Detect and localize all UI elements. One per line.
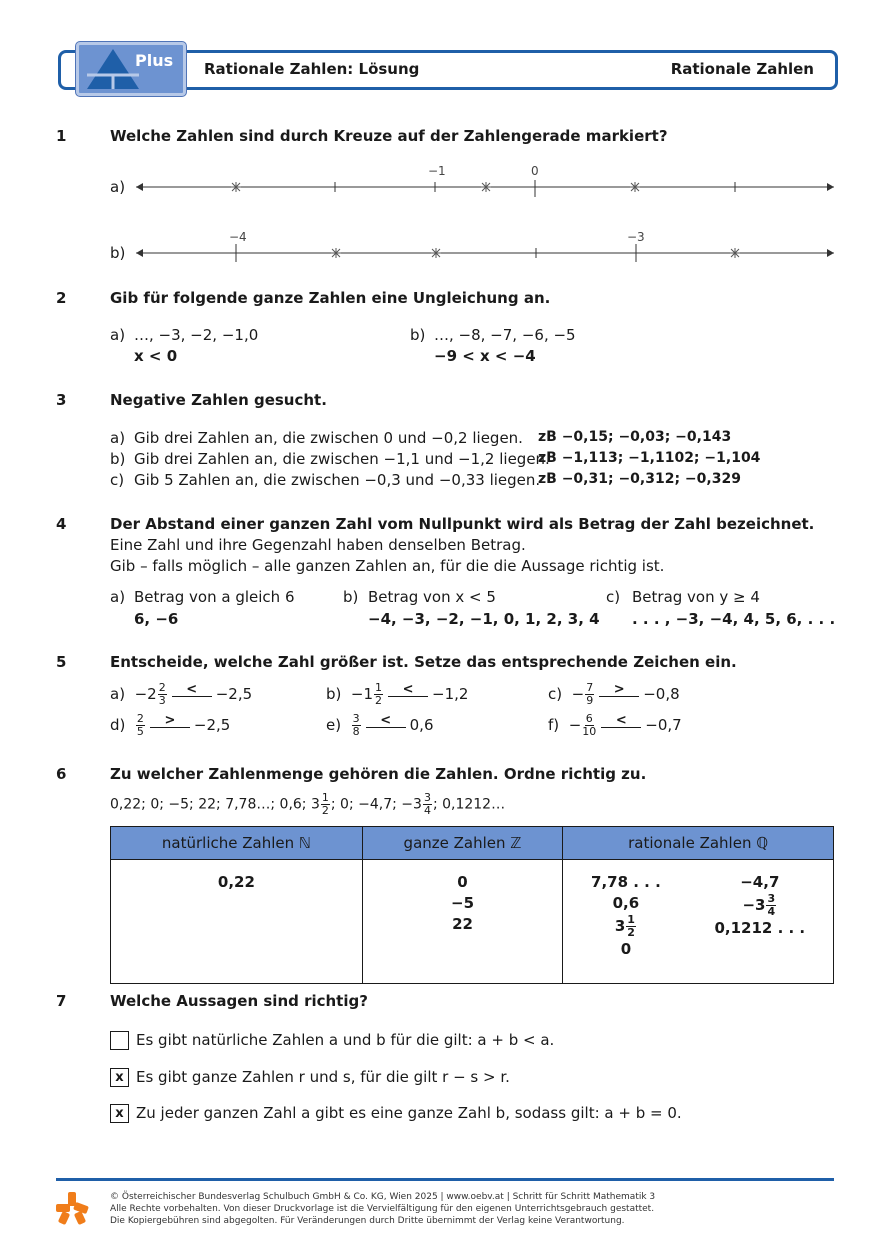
task-number: 3	[56, 391, 67, 409]
cell-rational: 7,78 . . . 0,6 3 $\frac{1}{2}$ 0 −4,7 −3 $\frac{3}{4}$ 0,1212 . . .	[563, 860, 834, 984]
topic-title: Rationale Zahlen	[670, 60, 814, 78]
statement: Es gibt ganze Zahlen r und s, für die gilt r − s > r.	[136, 1068, 510, 1086]
answer-sign: >	[150, 714, 190, 728]
header-integers: ganze Zahlen ℤ	[362, 827, 562, 860]
tick-label: −1	[428, 164, 446, 178]
cell-integers: 0 −5 22	[362, 860, 562, 984]
publisher-logo	[76, 42, 186, 96]
answer-sign: <	[601, 714, 641, 728]
compare-item-d: d) $\frac{2}{5}$ > −2,5	[110, 712, 231, 738]
answer: zB −1,113; −1,1102; −1,104	[538, 450, 761, 466]
subtask-label: b)	[410, 326, 426, 344]
tick-label: −3	[627, 230, 645, 244]
number-lines	[130, 160, 840, 270]
answer: zB −0,15; −0,03; −0,143	[538, 429, 732, 445]
number-line-a	[136, 180, 834, 197]
answer-sign: <	[388, 683, 428, 697]
statement: Es gibt natürliche Zahlen a und b für die gilt: a + b < a.	[136, 1031, 555, 1049]
subtask-label: b)	[110, 450, 126, 468]
subtask-label: a)	[110, 588, 126, 606]
header-rational: rationale Zahlen ℚ	[563, 827, 834, 860]
publisher-star-icon	[54, 1190, 90, 1226]
subtask-label: b)	[110, 244, 126, 262]
number-sets-table	[110, 826, 834, 984]
page-title: Rationale Zahlen: Lösung	[204, 60, 420, 78]
task-number: 7	[56, 992, 67, 1010]
tick-label: 0	[531, 164, 539, 178]
checkbox[interactable]: x	[110, 1104, 129, 1123]
answer-sign: >	[599, 683, 639, 697]
statement: Zu jeder ganzen Zahl a gibt es eine ganze Zahl b, sodass gilt: a + b = 0.	[136, 1104, 682, 1122]
answer: 6, −6	[134, 610, 179, 628]
task-question: Zu welcher Zahlenmenge gehören die Zahlen. Ordne richtig zu.	[110, 765, 647, 783]
task-text: Gib – falls möglich – alle ganzen Zahlen an, für die die Aussage richtig ist.	[110, 557, 665, 575]
subtask-text: Gib 5 Zahlen an, die zwischen −0,3 und −0,33 liegen.	[134, 471, 541, 489]
task-question: Welche Aussagen sind richtig?	[110, 992, 368, 1010]
subtask-label: a)	[110, 429, 126, 447]
subtask-label: a)	[110, 178, 126, 196]
tick-label: −4	[229, 230, 247, 244]
task-number: 2	[56, 289, 67, 307]
answer: −9 < x < −4	[434, 347, 536, 365]
logo-text: Plus	[135, 51, 174, 70]
cell-natural: 0,22	[111, 860, 363, 984]
answer: zB −0,31; −0,312; −0,329	[538, 471, 741, 487]
task-number: 1	[56, 127, 67, 145]
task-number: 4	[56, 515, 67, 533]
task-text: Eine Zahl und ihre Gegenzahl haben denselben Betrag.	[110, 536, 526, 554]
answer: x < 0	[134, 347, 178, 365]
subtask-text: Betrag von a gleich 6	[134, 588, 295, 606]
subtask-label: b)	[343, 588, 359, 606]
subtask-text: Betrag von x < 5	[368, 588, 496, 606]
footer-text: © Österreichischer Bundesverlag Schulbuch GmbH & Co. KG, Wien 2025 | www.oebv.at | Schritt für Schritt Mathematik 3 Alle Rechte vorbehalten. Von dieser Druckvorlage ist die Vervielfältigung für den eigenen Unterrichtsgebrauch gestattet. Die Kopiergebühren sind abgegolten. Für Veränderungen durch Dritte übernimmt der Verlag keine Verantwortung.	[110, 1192, 656, 1226]
subtask-label: c)	[110, 471, 125, 489]
task-question: Der Abstand einer ganzen Zahl vom Nullpunkt wird als Betrag der Zahl bezeichnet.	[110, 515, 815, 533]
answer-sign: <	[366, 714, 406, 728]
footer-divider	[56, 1178, 834, 1181]
answer: −4, −3, −2, −1, 0, 1, 2, 3, 4	[368, 610, 600, 628]
checkbox[interactable]	[110, 1031, 129, 1050]
subtask-label: c)	[606, 588, 621, 606]
task-question: Welche Zahlen sind durch Kreuze auf der Zahlengerade markiert?	[110, 127, 668, 145]
subtask-label: a)	[110, 326, 126, 344]
number-line-b	[136, 244, 834, 262]
compare-item-f: f) − $\frac{6}{10}$ < −0,7	[548, 712, 682, 738]
task-question: Gib für folgende ganze Zahlen eine Ungleichung an.	[110, 289, 551, 307]
subtask-text: Betrag von y ≥ 4	[632, 588, 760, 606]
header-natural: natürliche Zahlen ℕ	[111, 827, 363, 860]
compare-item-b: b) −1 $\frac{1}{2}$ < −1,2	[326, 681, 469, 707]
task-number: 6	[56, 765, 67, 783]
answer-sign: <	[172, 683, 212, 697]
subtask-text: …, −3, −2, −1,0	[134, 326, 259, 344]
task-question: Negative Zahlen gesucht.	[110, 391, 327, 409]
checkbox[interactable]: x	[110, 1068, 129, 1087]
compare-item-c: c) − $\frac{7}{9}$ > −0,8	[548, 681, 680, 707]
subtask-text: Gib drei Zahlen an, die zwischen −1,1 und −1,2 liegen.	[134, 450, 550, 468]
number-list: 0,22; 0; −5; 22; 7,78…; 0,6; 3 $\frac{1}{2}$ ; 0; −4,7; −3 $\frac{3}{4}$ ; 0,1212…	[110, 791, 506, 817]
compare-item-a: a) −2 $\frac{2}{3}$ < −2,5	[110, 681, 253, 707]
answer: . . . , −3, −4, 4, 5, 6, . . .	[632, 610, 836, 628]
compare-item-e: e) $\frac{3}{8}$ < 0,6	[326, 712, 434, 738]
task-question: Entscheide, welche Zahl größer ist. Setze das entsprechende Zeichen ein.	[110, 653, 737, 671]
subtask-text: …, −8, −7, −6, −5	[434, 326, 576, 344]
task-number: 5	[56, 653, 67, 671]
subtask-text: Gib drei Zahlen an, die zwischen 0 und −0,2 liegen.	[134, 429, 523, 447]
